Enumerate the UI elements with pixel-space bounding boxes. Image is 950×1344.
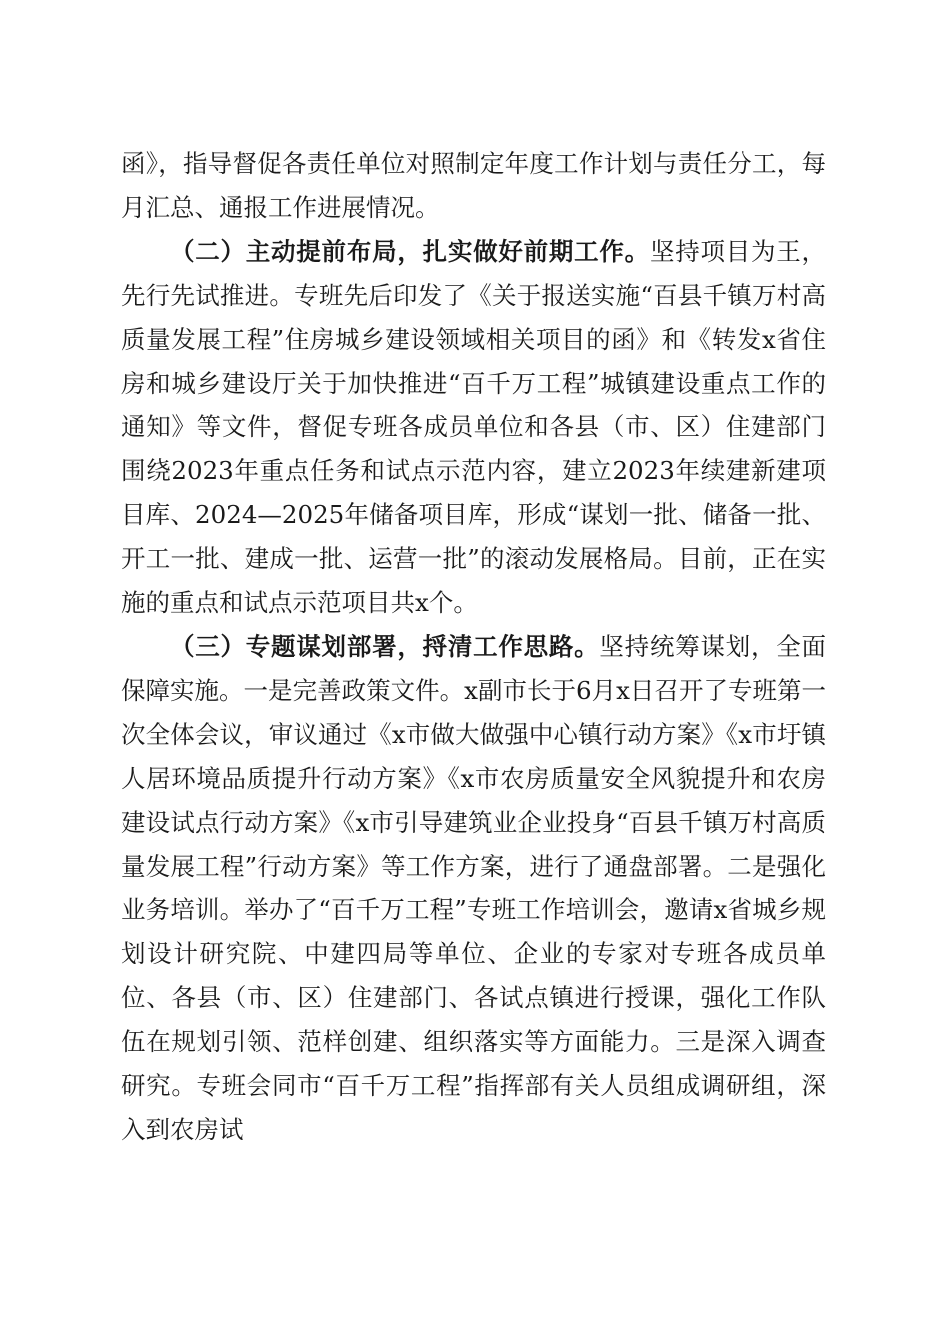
paragraph-text: 坚持统筹谋划，全面保障实施。一是完善政策文件。x副市长于6月x日召开了专班第一次全体会议，审议通过《x市做大做强中心镇行动方案》《x市圩镇人居环境品质提升行动方案》《x市农房质量安全风貌提升和农房建设试点行动方案》《x市引导建筑业企业投身“百县千镇万村高质量发展工程”行动方案》等工作方案，进行了通盘部署。二是强化业务培训。举办了“百千万工程”专班工作培训会，邀请x省城乡规划设计研究院、中建四局等单位、企业的专家对专班各成员单位、各县（市、区）住建部门、各试点镇进行授课，强化工作队伍在规划引领、范样创建、组织落实等方面能力。三是深入调查研究。专班会同市“百千万工程”指挥部有关人员组成调研组，深入到农房试: [121, 631, 827, 1144]
paragraph-continuation: [121, 142, 826, 230]
paragraph-section-2: [121, 230, 826, 625]
section-heading: （三）专题谋划部署，捋清工作思路。: [170, 631, 600, 661]
paragraph-text: 坚持项目为王，先行先试推进。专班先后印发了《关于报送实施“百县千镇万村高质量发展工程”住房城乡建设领域相关项目的函》和《转发x省住房和城乡建设厅关于加快推进“百千万工程”城镇建设重点工作的通知》等文件，督促专班各成员单位和各县（市、区）住建部门围绕2023年重点任务和试点示范内容，建立2023年续建新建项目库、2024—2025年储备项目库，形成“谋划一批、储备一批、开工一批、建成一批、运营一批”的滚动发展格局。目前，正在实施的重点和试点示范项目共x个。: [121, 236, 827, 618]
document-body: [121, 142, 826, 1152]
paragraph-section-3: [121, 625, 826, 1152]
section-heading: （二）主动提前布局，扎实做好前期工作。: [170, 236, 650, 266]
paragraph-text: 函》，指导督促各责任单位对照制定年度工作计划与责任分工，每月汇总、通报工作进展情况。: [121, 149, 826, 222]
